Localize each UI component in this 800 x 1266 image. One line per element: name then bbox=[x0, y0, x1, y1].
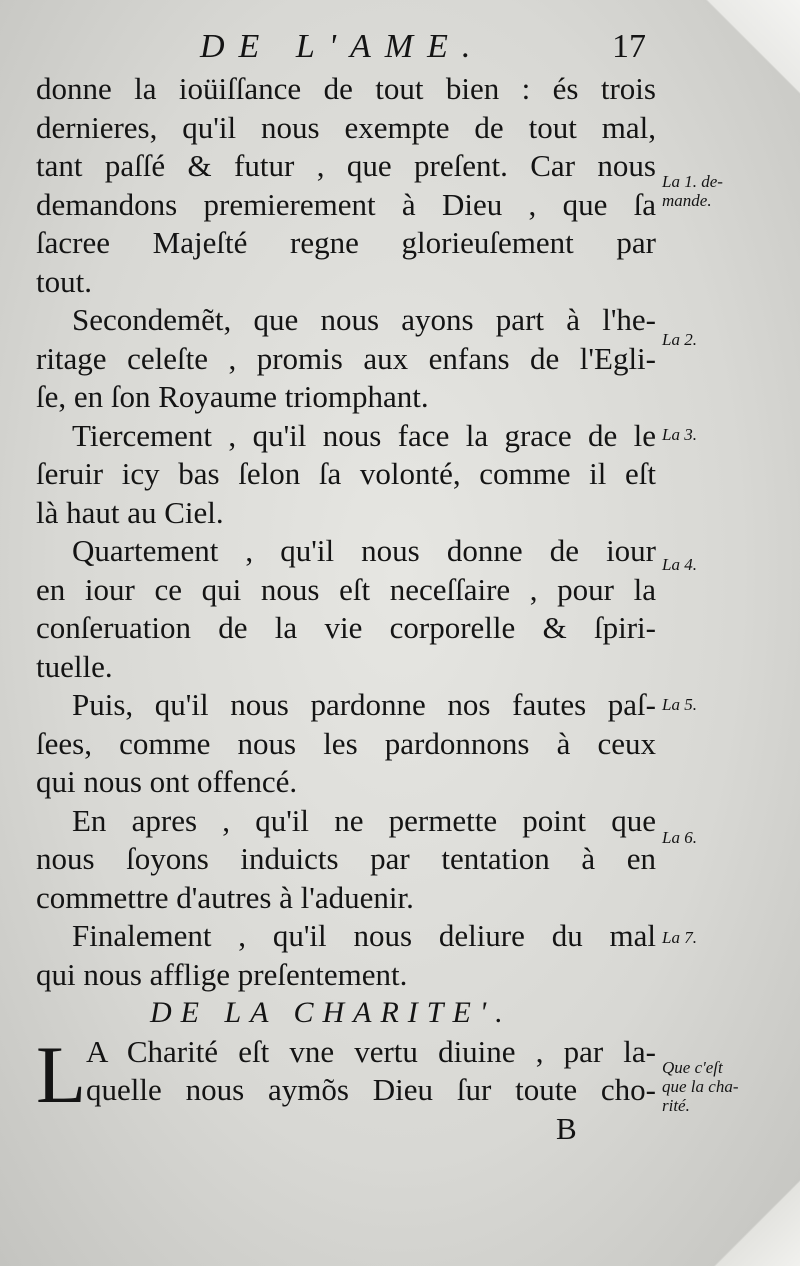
text-line: Puis, qu'il nous pardonne nos fautes paſ- bbox=[72, 687, 656, 722]
page-number: 17 bbox=[612, 28, 646, 65]
text-line: En apres , qu'il ne permette point que bbox=[72, 802, 656, 838]
text-line: ſeruir icy bas ſelon ſa volonté, comme il eſt bbox=[36, 456, 656, 491]
paragraph-second-petition bbox=[36, 301, 656, 417]
section-heading: DE LA CHARITE'. bbox=[150, 996, 512, 1029]
main-text bbox=[36, 70, 656, 1148]
text-line: Finalement , qu'il nous deliure du mal bbox=[72, 918, 656, 953]
text-line: tout. bbox=[36, 263, 92, 299]
text-line: ſe, en ſon Royaume triomphant. bbox=[36, 379, 429, 414]
margin-notes bbox=[662, 0, 792, 1266]
margin-note: La 5. bbox=[662, 695, 697, 714]
margin-note: La 2. bbox=[662, 330, 697, 349]
text-line: Secondemẽt, que nous ayons part à l'he- bbox=[72, 302, 656, 337]
paragraph-sixth-petition bbox=[36, 802, 656, 918]
text-line: en iour ce qui nous eſt neceſſaire , pour la bbox=[36, 571, 656, 607]
text-line: là haut au Ciel. bbox=[36, 494, 224, 530]
text-line: Quartement , qu'il nous donne de iour bbox=[72, 533, 656, 568]
text-line: demandons premierement à Dieu , que ſa bbox=[36, 186, 656, 222]
text-line: qui nous afflige preſentement. bbox=[36, 956, 408, 992]
charity-paragraph bbox=[36, 1028, 656, 1120]
margin-note: Que c'eſt que la cha- rité. bbox=[662, 1058, 739, 1115]
paragraph-fourth-petition bbox=[36, 532, 656, 686]
text-line: ſees, comme nous les pardonnons à ceux bbox=[36, 725, 656, 761]
text-line: donne la ioüiſſance de tout bien : és trois bbox=[36, 71, 656, 106]
text-line: nous ſoyons induicts par tentation à en bbox=[36, 841, 656, 876]
text-line: tant paſſé & futur , que preſent. Car nous bbox=[36, 148, 656, 183]
text-line: ritage celeſte , promis aux enfans de l'Egli- bbox=[36, 340, 656, 376]
margin-note: La 3. bbox=[662, 425, 697, 444]
text-line: dernieres, qu'il nous exempte de tout mal, bbox=[36, 109, 656, 145]
paragraph-third-petition bbox=[36, 417, 656, 533]
text-line: conſeruation de la vie corporelle & ſpiri- bbox=[36, 610, 656, 645]
text-line: A Charité eſt vne vertu diuine , par la- bbox=[86, 1033, 656, 1069]
text-line: qui nous ont offencé. bbox=[36, 764, 298, 799]
text-line: tuelle. bbox=[36, 648, 113, 684]
paragraph-intro bbox=[36, 70, 656, 301]
text-line: Tiercement , qu'il nous face la grace de le bbox=[72, 417, 656, 453]
text-line: ſacree Majeſté regne glorieuſement par bbox=[36, 225, 656, 260]
margin-note: La 6. bbox=[662, 828, 697, 847]
text-line: commettre d'autres à l'aduenir. bbox=[36, 879, 414, 915]
signature-mark: B bbox=[556, 1110, 577, 1146]
drop-capital: L bbox=[36, 1028, 87, 1120]
margin-note: La 1. de- mande. bbox=[662, 172, 723, 210]
paragraph-fifth-petition bbox=[36, 686, 656, 802]
text-line: quelle nous aymõs Dieu ſur toute cho- bbox=[86, 1072, 656, 1107]
paragraph-seventh-petition bbox=[36, 917, 656, 994]
margin-note: La 4. bbox=[662, 555, 697, 574]
margin-note: La 7. bbox=[662, 928, 697, 947]
running-title: DE L'AME. bbox=[200, 28, 485, 65]
